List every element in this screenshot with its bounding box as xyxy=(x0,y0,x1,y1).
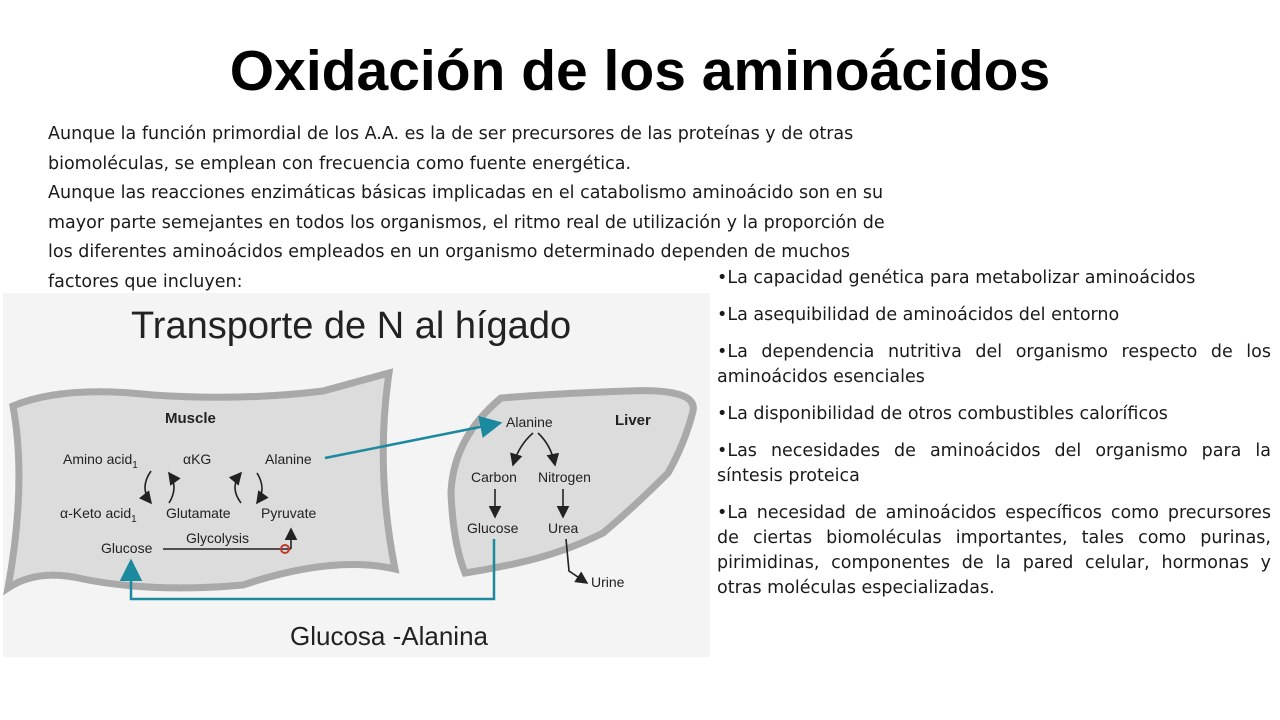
muscle-label: Muscle xyxy=(165,410,216,427)
diagram-heading: Transporte de N al hígado xyxy=(131,305,572,347)
liver-glucose-label: Glucose xyxy=(467,520,519,536)
list-item: •La asequibilidad de aminoácidos del entorno xyxy=(717,305,1120,325)
nitrogen-label: Nitrogen xyxy=(538,469,591,485)
glycolysis-label: Glycolysis xyxy=(186,530,250,546)
muscle-glucose-label: Glucose xyxy=(101,540,153,556)
intro-paragraph: Aunque las reacciones enzimáticas básicas implicadas en el catabolismo aminoácido son en su mayor parte semejantes en todos los organismos, el ritmo real de utilización y la proporción de los diferentes aminoácidos empleados en un organismo determinado dependen de muchos factores que incluyen: xyxy=(48,183,885,292)
list-item: •La dependencia nutritiva del organismo respecto de los aminoácidos esenciales xyxy=(717,342,1271,387)
akg-label: αKG xyxy=(183,451,212,467)
glutamate-label: Glutamate xyxy=(166,505,231,521)
liver-alanine-label: Alanine xyxy=(506,414,553,430)
liver-label: Liver xyxy=(615,412,651,429)
list-item: •Las necesidades de aminoácidos del organismo para la síntesis proteica xyxy=(717,441,1271,486)
amino-acid-label: Amino acid$_1$ xyxy=(63,451,138,471)
keto-acid-label: α-Keto acid$_1$ xyxy=(60,505,137,525)
list-item: •La necesidad de aminoácidos específicos como precursores de ciertas biomoléculas importantes, tales como purinas, pirimidinas, componentes de la pared celular, hormonas y otras moléculas especializadas. xyxy=(717,503,1271,598)
glucose-alanine-diagram xyxy=(3,293,710,657)
diagram-caption: Glucosa -Alanina xyxy=(290,621,488,651)
muscle-shape xyxy=(8,373,395,588)
pyruvate-label: Pyruvate xyxy=(261,505,317,521)
list-item: •La capacidad genética para metabolizar aminoácidos xyxy=(717,268,1196,288)
muscle-alanine-label: Alanine xyxy=(265,451,312,467)
intro-paragraph: Aunque la función primordial de los A.A. es la de ser precursores de las proteínas y de otras biomoléculas, se emplean con frecuencia como fuente energética. xyxy=(48,124,854,174)
list-item: •La disponibilidad de otros combustibles caloríficos xyxy=(717,404,1168,424)
carbon-label: Carbon xyxy=(471,469,517,485)
urea-label: Urea xyxy=(548,520,579,536)
factor-list xyxy=(717,266,1271,613)
urine-label: Urine xyxy=(591,574,625,590)
slide-title: Oxidación de los aminoácidos xyxy=(229,39,1051,103)
